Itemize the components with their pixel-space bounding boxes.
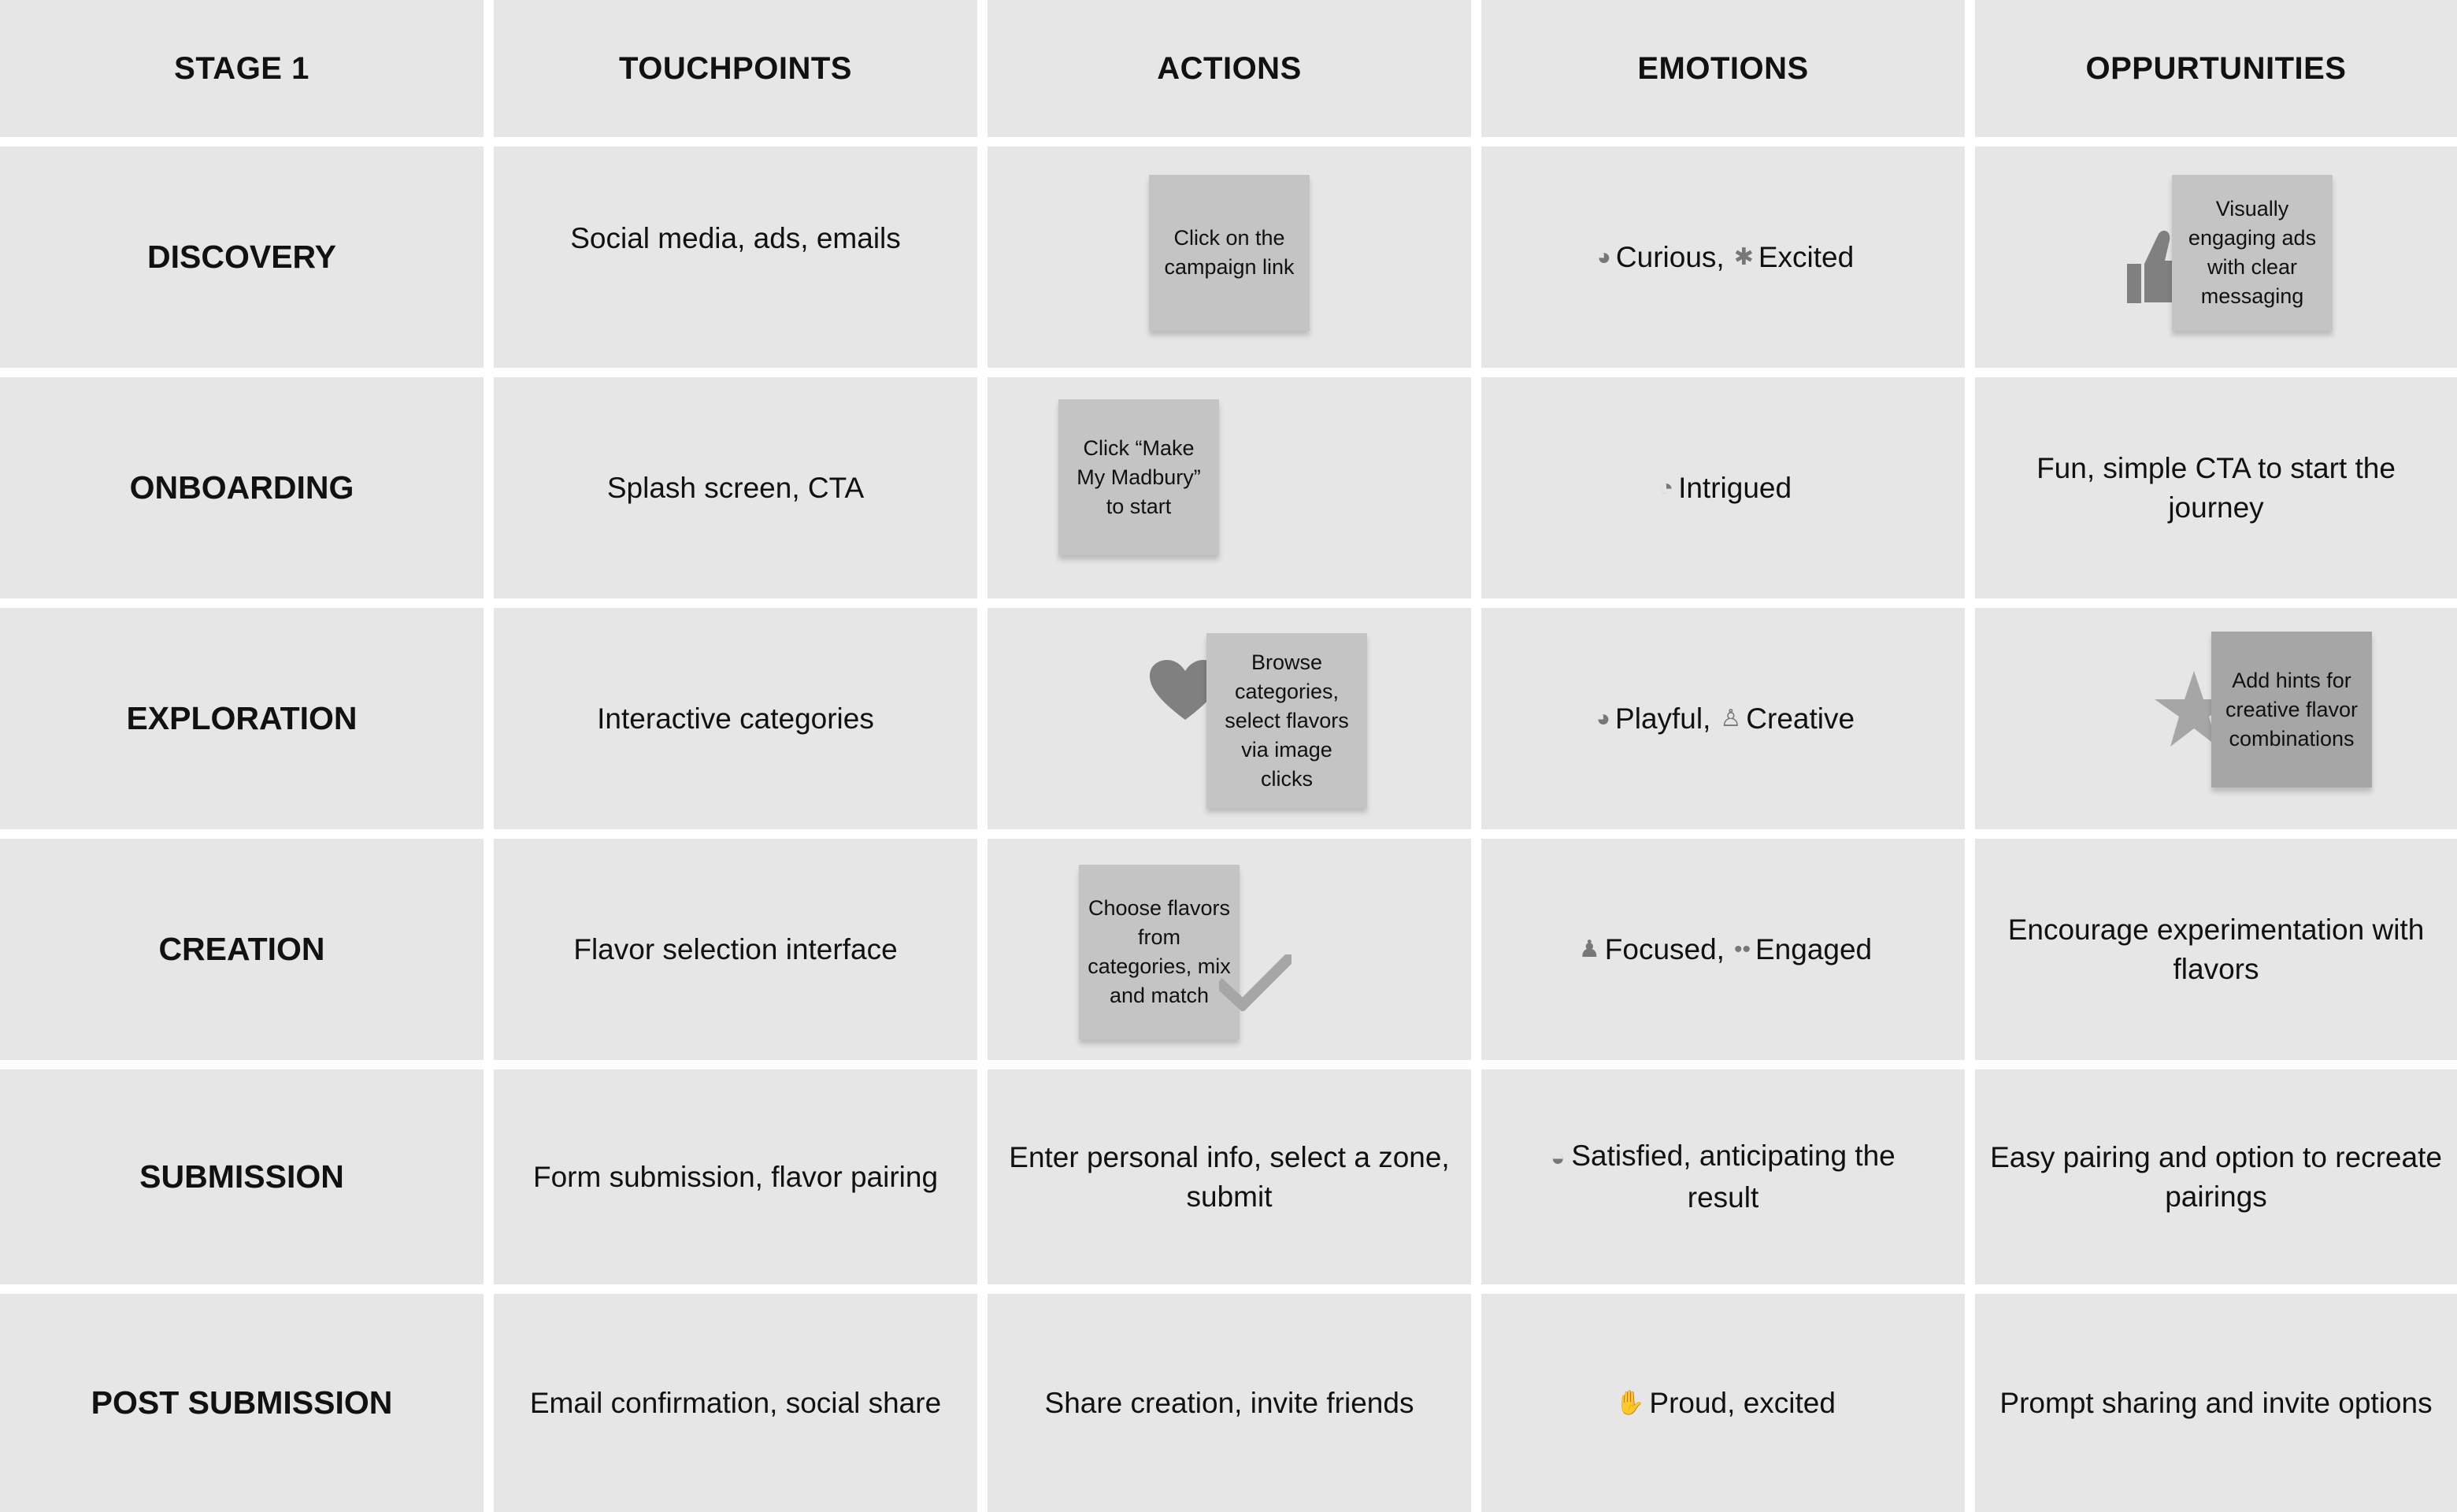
emotions-post-submission: [1481, 1294, 1965, 1512]
emotions-submission: [1481, 1069, 1965, 1284]
party-face-icon: ✱: [1733, 244, 1754, 270]
header-stage: STAGE 1: [0, 0, 484, 137]
emotion-label: Proud, excited: [1649, 1386, 1836, 1419]
header-touchpoints: TOUCHPOINTS: [494, 0, 977, 137]
emotion-list-exploration: [1592, 702, 1855, 736]
emotions-exploration: [1481, 608, 1965, 829]
sticky-note-onboarding-action: Click “Make My Madbury” to start: [1058, 399, 1219, 555]
stage-post-submission: POST SUBMISSION: [0, 1294, 484, 1512]
opportunities-onboarding: Fun, simple CTA to start the journey: [1975, 377, 2457, 598]
emotion-label: Intrigued: [1678, 471, 1792, 504]
stage-discovery: DISCOVERY: [0, 146, 484, 368]
emotion-label: Playful,: [1615, 702, 1711, 735]
opportunities-creation: Encourage experimentation with flavors: [1975, 839, 2457, 1060]
emotion-label: Curious,: [1615, 240, 1725, 273]
intrigued-face-icon: ◔: [1658, 474, 1674, 501]
eyes-icon: ••: [1733, 936, 1751, 962]
person-icon: ♟: [1578, 936, 1600, 962]
sticky-note-exploration-action: Browse categories, select flavors via image clicks: [1206, 633, 1367, 808]
actions-submission: Enter personal info, select a zone, submit: [988, 1069, 1471, 1284]
touchpoints-creation: Flavor selection interface: [494, 839, 977, 1060]
sticky-note-creation-action: Choose flavors from categories, mix and match: [1079, 865, 1240, 1040]
emotion-label: Engaged: [1755, 932, 1873, 965]
emotion-list-post-submission: [1610, 1387, 1836, 1420]
stage-submission: SUBMISSION: [0, 1069, 484, 1284]
header-emotions: EMOTIONS: [1481, 0, 1965, 137]
opportunities-submission: Easy pairing and option to recreate pairings: [1975, 1069, 2457, 1284]
header-opportunities: OPPURTUNITIES: [1975, 0, 2457, 137]
emotion-label: Creative: [1746, 702, 1855, 735]
sticky-note-exploration-opportunity: Add hints for creative flavor combinations: [2211, 632, 2372, 788]
emotion-list-onboarding: [1655, 472, 1792, 505]
emotions-creation: [1481, 839, 1965, 1060]
touchpoints-discovery: [494, 146, 977, 368]
emotion-list-submission: [1518, 1136, 1928, 1217]
artist-icon: ♙: [1720, 706, 1742, 732]
touchpoints-exploration: Interactive categories: [494, 608, 977, 829]
emotion-label: Satisfied, anticipating the result: [1571, 1140, 1896, 1214]
touchpoints-post-submission: Email confirmation, social share: [494, 1294, 977, 1512]
opportunities-post-submission: Prompt sharing and invite options: [1975, 1294, 2457, 1512]
playful-face-icon: ◕: [1595, 705, 1611, 732]
emotion-label: Excited: [1758, 240, 1855, 273]
emotion-list-discovery: [1592, 241, 1854, 274]
stage-exploration: EXPLORATION: [0, 608, 484, 829]
stage-onboarding: ONBOARDING: [0, 377, 484, 598]
relieved-face-icon: ◒: [1551, 1145, 1566, 1171]
thinking-face-icon: ◕: [1596, 243, 1611, 270]
emotions-onboarding: [1481, 377, 1965, 598]
header-actions: ACTIONS: [988, 0, 1471, 137]
emotion-label: Focused,: [1604, 932, 1725, 965]
stage-creation: CREATION: [0, 839, 484, 1060]
touchpoints-submission: Form submission, flavor pairing: [494, 1069, 977, 1284]
touchpoints-onboarding: Splash screen, CTA: [494, 377, 977, 598]
actions-post-submission: Share creation, invite friends: [988, 1294, 1471, 1512]
touchpoints-discovery-text: Social media, ads, emails: [570, 221, 901, 254]
checkmark-icon: [1219, 954, 1292, 1011]
emotions-discovery: [1481, 146, 1965, 368]
clapping-hands-icon: ✋: [1615, 1390, 1645, 1416]
emotion-list-creation: [1574, 933, 1872, 966]
sticky-note-discovery-opportunity: Visually engaging ads with clear messaging: [2172, 175, 2333, 331]
sticky-note-discovery-action: Click on the campaign link: [1149, 175, 1310, 331]
